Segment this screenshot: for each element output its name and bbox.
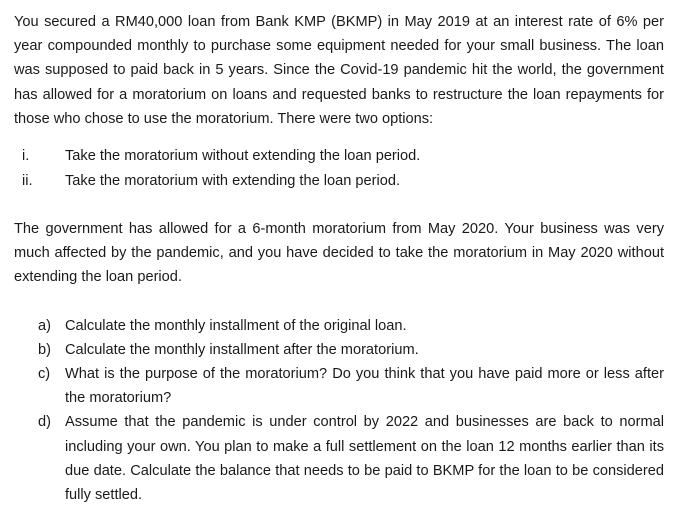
options-list [14, 144, 664, 193]
question-marker: a) [38, 317, 51, 334]
question-marker: c) [38, 366, 51, 383]
question-item [14, 338, 664, 362]
option-item [14, 144, 664, 169]
question-text: Assume that the pandemic is under control by 2022 and businesses are back to normal including your own. You plan to make a full settlement on the loan 12 months earlier than its due date. Calculate the balance that needs to be paid to BKMP for the loan to be considered fully settled. [65, 414, 664, 504]
option-text: Take the moratorium without extending the loan period. [65, 148, 421, 165]
question-item [14, 410, 664, 507]
question-marker: b) [38, 341, 51, 358]
intro-paragraph: You secured a RM40,000 loan from Bank KMP (BKMP) in May 2019 at an interest rate of 6% per year compounded monthly to purchase some equipment needed for your small business. The loan was supposed to paid back in 5 years. Since the Covid-19 pandemic hit the world, the government has allowed for a moratorium on loans and requested banks to restructure the loan repayments for those who chose to use the moratorium. There were two options: [14, 14, 664, 127]
scenario-paragraph: The government has allowed for a 6-month moratorium from May 2020. Your business was very much affected by the pandemic, and you have decided to take the moratorium in May 2020 without extending the loan period. [14, 221, 664, 286]
option-marker: i. [22, 148, 30, 165]
question-marker: d) [38, 414, 51, 431]
option-item [14, 169, 664, 194]
question-text: What is the purpose of the moratorium? Do you think that you have paid more or less after the moratorium? [65, 366, 664, 407]
option-text: Take the moratorium with extending the loan period. [65, 172, 401, 189]
questions-list [14, 314, 664, 508]
option-marker: ii. [22, 172, 33, 189]
document-body [14, 10, 664, 507]
question-item [14, 362, 664, 410]
question-item [14, 314, 664, 338]
question-text: Calculate the monthly installment after the moratorium. [65, 341, 419, 358]
question-text: Calculate the monthly installment of the original loan. [65, 317, 407, 334]
